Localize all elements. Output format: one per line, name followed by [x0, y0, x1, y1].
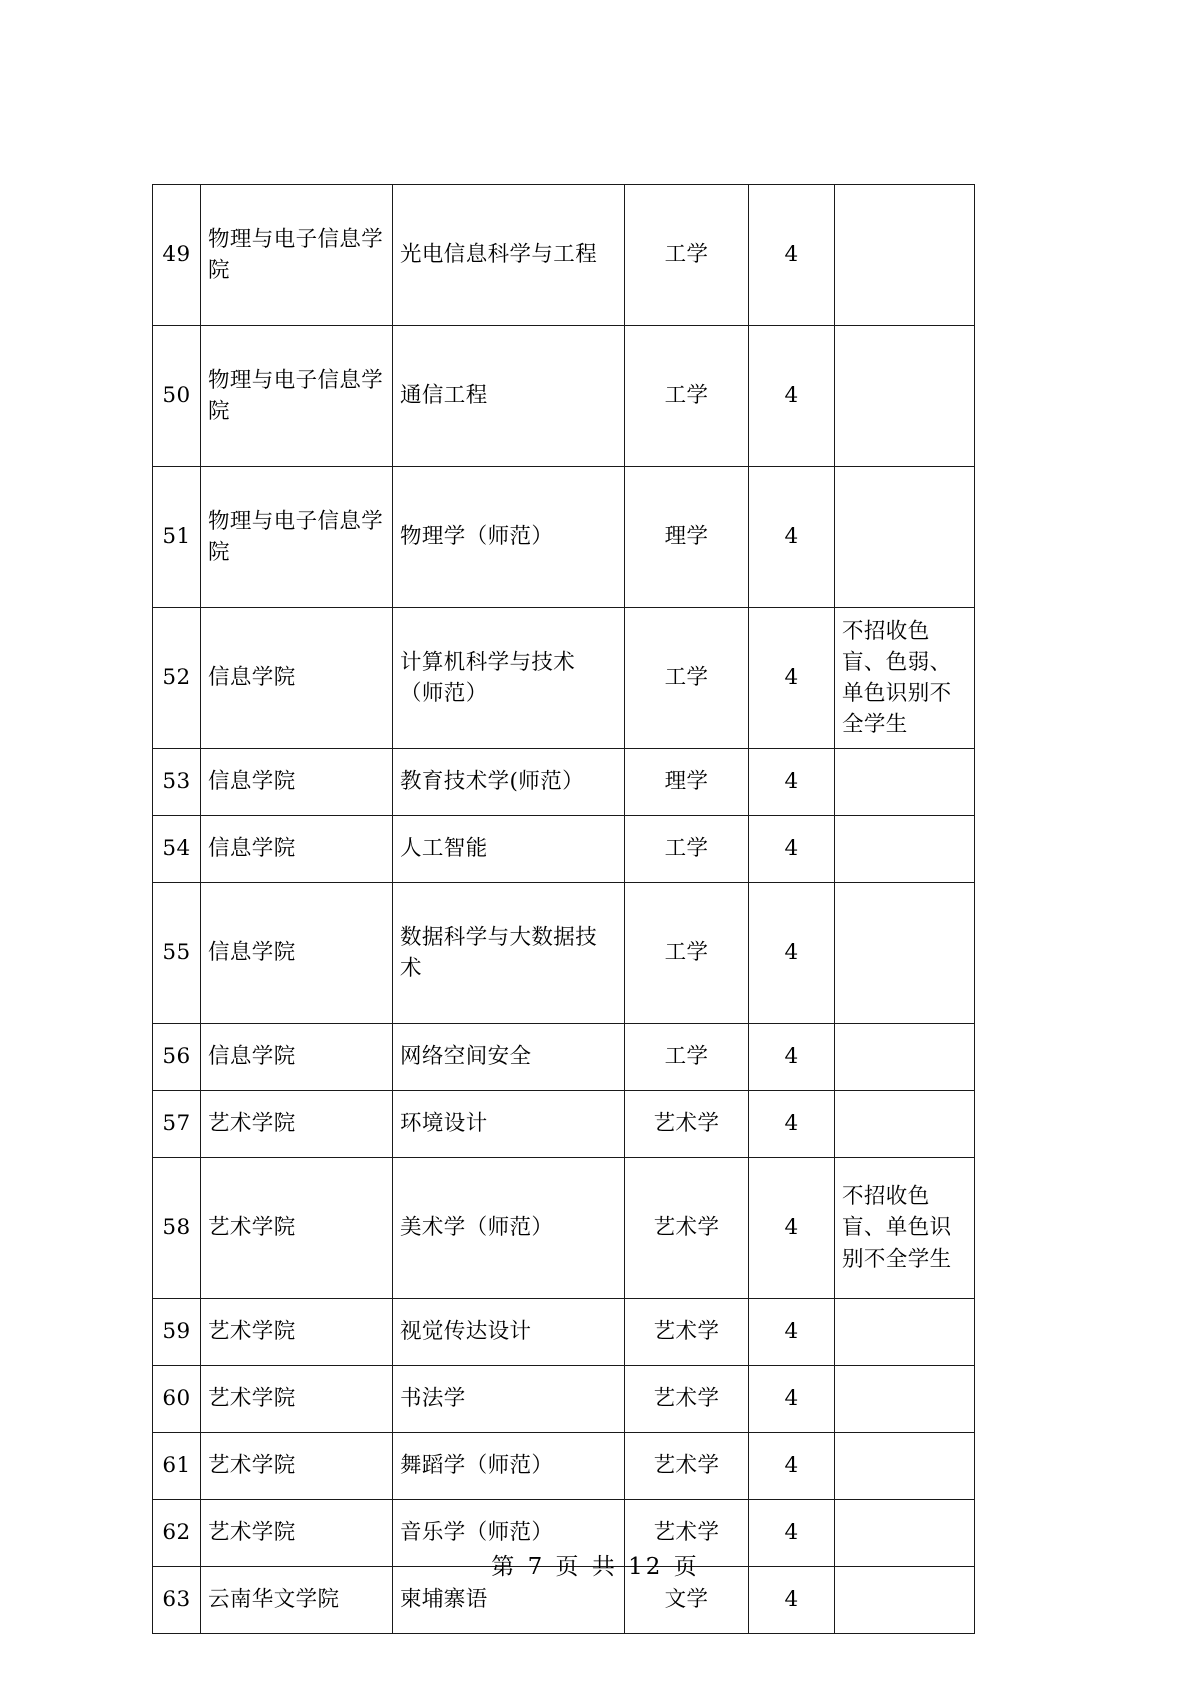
majors-table-container: [152, 184, 974, 1634]
cell-degree: 工学: [625, 608, 749, 749]
cell-serial-number: 55: [153, 883, 201, 1024]
cell-serial-number: 62: [153, 1500, 201, 1567]
cell-college: 艺术学院: [201, 1433, 393, 1500]
cell-serial-number: 60: [153, 1366, 201, 1433]
cell-years: 4: [749, 1500, 835, 1567]
cell-years: 4: [749, 1567, 835, 1634]
table-row: [153, 816, 975, 883]
cell-serial-number: 63: [153, 1567, 201, 1634]
cell-remark: [835, 1091, 975, 1158]
cell-serial-number: 57: [153, 1091, 201, 1158]
cell-serial-number: 53: [153, 749, 201, 816]
cell-college: 信息学院: [201, 816, 393, 883]
cell-degree: 工学: [625, 326, 749, 467]
cell-major: 教育技术学(师范）: [393, 749, 625, 816]
cell-college: 物理与电子信息学院: [201, 467, 393, 608]
cell-degree: 工学: [625, 883, 749, 1024]
cell-degree: 理学: [625, 749, 749, 816]
cell-remark: [835, 1024, 975, 1091]
cell-remark: [835, 749, 975, 816]
cell-serial-number: 54: [153, 816, 201, 883]
cell-college: 艺术学院: [201, 1366, 393, 1433]
cell-years: 4: [749, 185, 835, 326]
cell-major: 书法学: [393, 1366, 625, 1433]
cell-major: 网络空间安全: [393, 1024, 625, 1091]
cell-major: 柬埔寨语: [393, 1567, 625, 1634]
cell-degree: 艺术学: [625, 1091, 749, 1158]
cell-remark: [835, 1433, 975, 1500]
cell-years: 4: [749, 1366, 835, 1433]
table-row: [153, 1158, 975, 1299]
cell-years: 4: [749, 467, 835, 608]
table-row: [153, 608, 975, 749]
cell-degree: 艺术学: [625, 1433, 749, 1500]
cell-degree: 艺术学: [625, 1366, 749, 1433]
cell-major: 环境设计: [393, 1091, 625, 1158]
cell-major: 人工智能: [393, 816, 625, 883]
table-row: [153, 1024, 975, 1091]
cell-major: 视觉传达设计: [393, 1299, 625, 1366]
cell-major: 光电信息科学与工程: [393, 185, 625, 326]
cell-major: 计算机科学与技术（师范）: [393, 608, 625, 749]
cell-serial-number: 58: [153, 1158, 201, 1299]
cell-serial-number: 52: [153, 608, 201, 749]
cell-serial-number: 61: [153, 1433, 201, 1500]
cell-remark: 不招收色盲、单色识别不全学生: [835, 1158, 975, 1299]
table-row: [153, 749, 975, 816]
cell-years: 4: [749, 326, 835, 467]
cell-college: 艺术学院: [201, 1091, 393, 1158]
cell-degree: 工学: [625, 1024, 749, 1091]
cell-serial-number: 51: [153, 467, 201, 608]
cell-college: 物理与电子信息学院: [201, 185, 393, 326]
table-row: [153, 326, 975, 467]
cell-years: 4: [749, 1433, 835, 1500]
cell-college: 云南华文学院: [201, 1567, 393, 1634]
cell-degree: 工学: [625, 816, 749, 883]
cell-years: 4: [749, 608, 835, 749]
table-row: [153, 1366, 975, 1433]
cell-years: 4: [749, 816, 835, 883]
cell-serial-number: 50: [153, 326, 201, 467]
cell-degree: 文学: [625, 1567, 749, 1634]
table-row: [153, 1091, 975, 1158]
cell-college: 物理与电子信息学院: [201, 326, 393, 467]
cell-major: 物理学（师范）: [393, 467, 625, 608]
cell-degree: 理学: [625, 467, 749, 608]
table-row: [153, 1299, 975, 1366]
cell-remark: [835, 1299, 975, 1366]
cell-remark: [835, 816, 975, 883]
cell-remark: [835, 1366, 975, 1433]
cell-years: 4: [749, 883, 835, 1024]
cell-years: 4: [749, 1091, 835, 1158]
cell-remark: [835, 326, 975, 467]
table-row: [153, 467, 975, 608]
cell-college: 艺术学院: [201, 1500, 393, 1567]
cell-college: 信息学院: [201, 608, 393, 749]
cell-degree: 艺术学: [625, 1500, 749, 1567]
cell-serial-number: 59: [153, 1299, 201, 1366]
cell-years: 4: [749, 749, 835, 816]
cell-college: 信息学院: [201, 883, 393, 1024]
table-row: [153, 883, 975, 1024]
cell-major: 音乐学（师范）: [393, 1500, 625, 1567]
cell-serial-number: 56: [153, 1024, 201, 1091]
table-row: [153, 1433, 975, 1500]
majors-table: [152, 184, 975, 1634]
page-footer: 第 7 页 共 12 页: [491, 1554, 700, 1580]
cell-college: 信息学院: [201, 1024, 393, 1091]
cell-years: 4: [749, 1024, 835, 1091]
cell-remark: [835, 185, 975, 326]
cell-major: 舞蹈学（师范）: [393, 1433, 625, 1500]
cell-major: 美术学（师范）: [393, 1158, 625, 1299]
cell-college: 信息学院: [201, 749, 393, 816]
cell-college: 艺术学院: [201, 1158, 393, 1299]
cell-years: 4: [749, 1158, 835, 1299]
cell-years: 4: [749, 1299, 835, 1366]
cell-degree: 艺术学: [625, 1158, 749, 1299]
cell-degree: 艺术学: [625, 1299, 749, 1366]
cell-serial-number: 49: [153, 185, 201, 326]
cell-major: 数据科学与大数据技术: [393, 883, 625, 1024]
table-row: [153, 185, 975, 326]
cell-major: 通信工程: [393, 326, 625, 467]
cell-remark: 不招收色盲、色弱、单色识别不全学生: [835, 608, 975, 749]
cell-remark: [835, 467, 975, 608]
majors-table-body: [153, 185, 975, 1634]
cell-degree: 工学: [625, 185, 749, 326]
cell-college: 艺术学院: [201, 1299, 393, 1366]
cell-remark: [835, 883, 975, 1024]
